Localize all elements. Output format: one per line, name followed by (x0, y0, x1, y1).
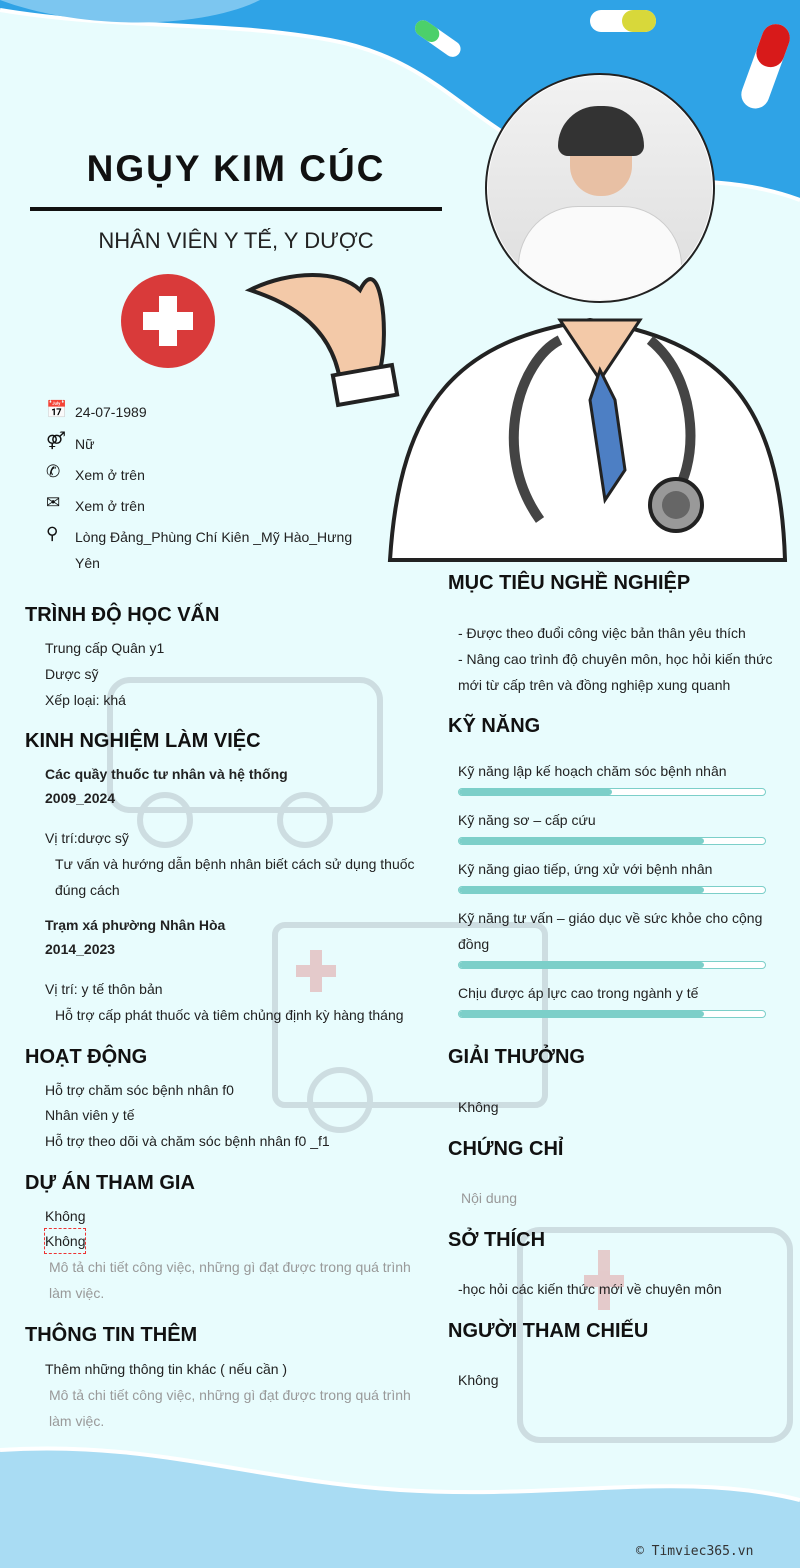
job-description: Hỗ trợ cấp phát thuốc và tiêm chủng định kỳ hàng tháng (55, 1007, 404, 1023)
skill-bar (458, 961, 766, 969)
skill-bar (458, 1010, 766, 1018)
skill-name: Kỹ năng giao tiếp, ứng xử với bệnh nhân (458, 861, 713, 877)
skill-bar (458, 886, 766, 894)
skill-bar (458, 788, 766, 796)
education-heading: TRÌNH ĐỘ HỌC VẤN (25, 604, 220, 626)
skill-name: Chịu được áp lực cao trong ngành y tế (458, 985, 699, 1001)
experience-heading: KINH NGHIỆM LÀM VIỆC (25, 730, 261, 752)
activities-heading: HOẠT ĐỘNG (25, 1046, 148, 1068)
awards-text: Không (458, 1099, 499, 1115)
address: Lòng Đảng_Phùng Chí Kiên _Mỹ Hào_Hưng Yên (75, 529, 353, 571)
skill-bar-fill (459, 789, 612, 795)
job-position: Vị trí:dược sỹ (45, 830, 129, 846)
education-item: Trung cấp Quân y1 (45, 640, 165, 656)
job-company: Trạm xá phường Nhân Hòa (45, 917, 226, 933)
project-description: Mô tả chi tiết công việc, những gì đạt được trong quá trình làm việc. (49, 1259, 411, 1301)
email: Xem ở trên (75, 498, 145, 514)
medical-cross-icon (121, 274, 215, 368)
gender: Nữ (75, 436, 95, 452)
calendar-icon: 📅 (46, 400, 68, 419)
certificates-heading: CHỨNG CHỈ (448, 1138, 564, 1160)
activity-item: Hỗ trợ chăm sóc bệnh nhân f0 (45, 1082, 234, 1098)
gender-icon: ⚤ (46, 431, 66, 450)
project-item[interactable]: Không (44, 1228, 86, 1254)
job-title: NHÂN VIÊN Y TẾ, Y DƯỢC (98, 228, 374, 253)
skill-bar-fill (459, 887, 704, 893)
profile-photo (488, 76, 712, 300)
hobbies-heading: SỞ THÍCH (448, 1229, 546, 1251)
candidate-name: NGỤY KIM CÚC (86, 148, 386, 189)
objective-heading: MỤC TIÊU NGHỀ NGHIỆP (448, 572, 691, 594)
activity-item: Hỗ trợ theo dõi và chăm sóc bệnh nhân f0 _f1 (45, 1133, 330, 1149)
skill-bar-fill (459, 962, 704, 968)
education-item: Xếp loại: khá (45, 692, 126, 708)
skill-name: Kỹ năng tư vấn – giáo dục về sức khỏe cho cộng đồng (458, 910, 763, 952)
watermark: © Timviec365.vn (636, 1544, 754, 1559)
certificates-text: Nội dung (461, 1190, 518, 1206)
objective-line: - Nâng cao trình độ chuyên môn, học hỏi kiến thức mới từ cấp trên và đồng nghiệp xung quanh (458, 651, 773, 693)
awards-heading: GIẢI THƯỞNG (448, 1046, 585, 1068)
skill-bar (458, 837, 766, 845)
skill-bar-fill (459, 1011, 704, 1017)
additional-heading: THÔNG TIN THÊM (25, 1324, 198, 1346)
email-icon: ✉ (46, 493, 61, 512)
pill-icon (590, 10, 656, 32)
references-text: Không (458, 1372, 499, 1388)
hobbies-text: -học hỏi các kiến thức mới về chuyên môn (458, 1281, 722, 1297)
doctor-illustration (250, 275, 785, 560)
job-description: Tư vấn và hướng dẫn bệnh nhân biết cách sử dụng thuốc đúng cách (55, 856, 415, 898)
skill-name: Kỹ năng lập kế hoạch chăm sóc bệnh nhân (458, 763, 727, 779)
job-company: Các quầy thuốc tư nhân và hệ thống (45, 766, 288, 782)
job-period: 2014_2023 (45, 941, 116, 957)
projects-heading: DỰ ÁN THAM GIA (25, 1172, 195, 1194)
location-icon: ⚲ (46, 524, 59, 543)
additional-text: Thêm những thông tin khác ( nếu cần ) (45, 1361, 288, 1377)
job-period: 2009_2024 (45, 790, 116, 806)
additional-description: Mô tả chi tiết công việc, những gì đạt được trong quá trình làm việc. (49, 1387, 411, 1429)
skills-heading: KỸ NĂNG (448, 715, 541, 737)
education-item: Dược sỹ (45, 666, 99, 682)
references-heading: NGƯỜI THAM CHIẾU (448, 1320, 649, 1342)
phone: Xem ở trên (75, 467, 145, 483)
skill-bar-fill (459, 838, 704, 844)
phone-icon: ✆ (46, 462, 61, 481)
objective-line: - Được theo đuổi công việc bản thân yêu thích (458, 625, 746, 641)
activity-item: Nhân viên y tế (45, 1107, 135, 1123)
project-item: Không (45, 1208, 86, 1224)
birthdate: 24-07-1989 (75, 404, 147, 420)
skill-name: Kỹ năng sơ – cấp cứu (458, 812, 596, 828)
name-divider (30, 207, 442, 211)
job-position: Vị trí: y tế thôn bản (45, 981, 163, 997)
